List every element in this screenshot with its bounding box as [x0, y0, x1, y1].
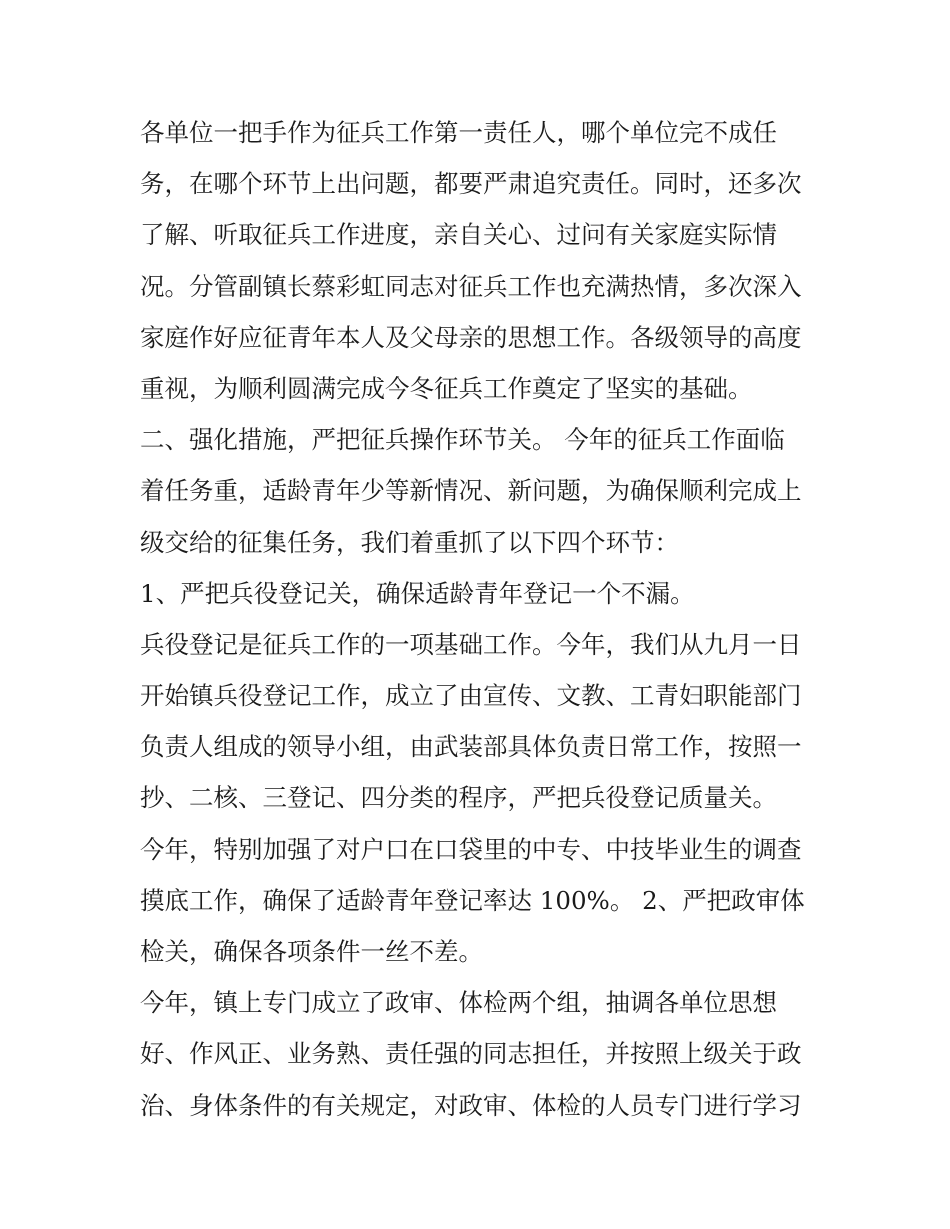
subsection-heading: 1、严把兵役登记关，确保适龄青年登记一个不漏。	[140, 578, 695, 608]
text-line: 级交给的征集任务，我们着重抓了以下四个环节：	[140, 527, 679, 557]
text-line: 摸底工作，确保了适龄青年登记率达 100%。 2、严把政审体	[140, 885, 805, 915]
text-line: 抄、二核、三登记、四分类的程序，严把兵役登记质量关。	[140, 783, 777, 813]
text-line: 负责人组成的领导小组，由武装部具体负责日常工作，按照一	[140, 732, 802, 762]
text-line: 各单位一把手作为征兵工作第一责任人，哪个单位完不成任	[140, 118, 777, 147]
text-line: 务，在哪个环节上出问题，都要严肃追究责任。同时，还多次	[140, 169, 802, 199]
text-line: 今年，镇上专门成立了政审、体检两个组，抽调各单位思想	[140, 988, 777, 1018]
text-line: 着任务重，适龄青年少等新情况、新问题，为确保顺利完成上	[140, 476, 802, 506]
text-line: 今年，特别加强了对户口在口袋里的中专、中技毕业生的调查	[140, 834, 802, 864]
text-line: 开始镇兵役登记工作，成立了由宣传、文教、工青妇职能部门	[140, 681, 802, 711]
text-line: 兵役登记是征兵工作的一项基础工作。今年，我们从九月一日	[140, 629, 802, 659]
text-line: 治、身体条件的有关规定，对政审、体检的人员专门进行学习	[140, 1090, 802, 1120]
text-line: 家庭作好应征青年本人及父母亲的思想工作。各级领导的高度	[140, 322, 802, 352]
text-line: 重视，为顺利圆满完成今冬征兵工作奠定了坚实的基础。	[140, 373, 753, 403]
section-heading: 二、强化措施，严把征兵操作环节关。 今年的征兵工作面临	[140, 425, 785, 455]
text-line: 好、作风正、业务熟、责任强的同志担任，并按照上级关于政	[140, 1039, 802, 1069]
text-line: 了解、听取征兵工作进度，亲自关心、过问有关家庭实际情	[140, 220, 777, 250]
document-body	[140, 107, 820, 1131]
text-line: 检关，确保各项条件一丝不差。	[140, 937, 483, 966]
text-line: 况。分管副镇长蔡彩虹同志对征兵工作也充满热情，多次深入	[140, 271, 802, 301]
